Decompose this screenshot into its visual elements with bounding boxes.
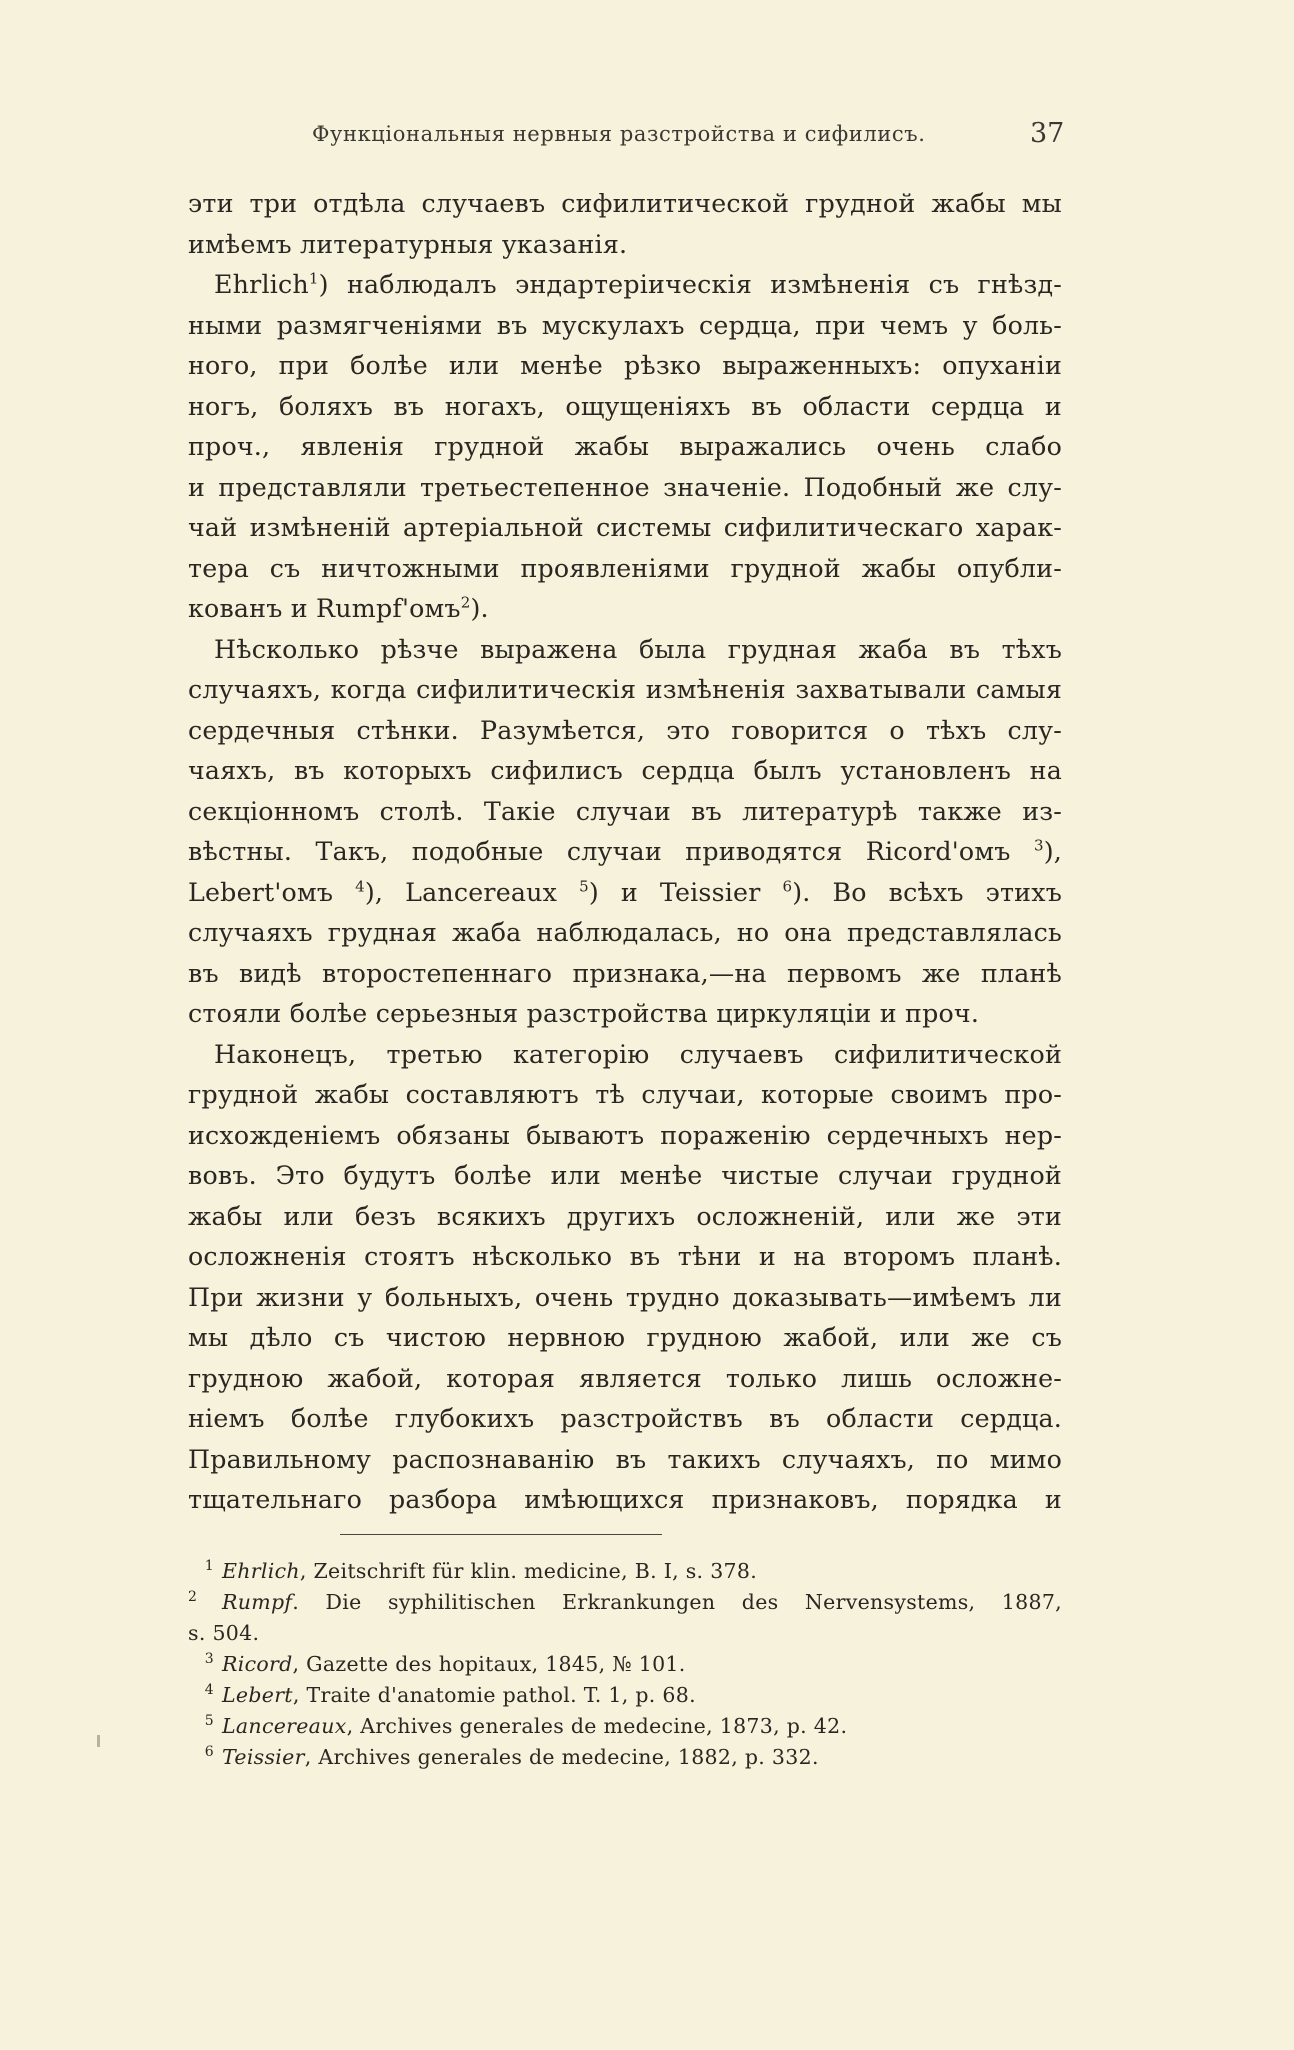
footnote-text: s. 504.: [188, 1621, 260, 1645]
line-text: ) и Teissier: [588, 877, 761, 907]
text-line: тера съ ничтожными проявленіями грудной жабы опубли-: [188, 553, 1062, 583]
text-line: въ видѣ второстепеннаго признака,—на первомъ же планѣ: [188, 958, 1062, 988]
text-line: ніемъ болѣе глубокихъ разстройствъ въ области сердца.: [188, 1404, 1062, 1433]
text-line: проч., явленія грудной жабы выражались очень слабо: [188, 432, 1062, 461]
text-line: Наконецъ, третью категорію случаевъ сифилитической: [214, 1039, 1062, 1069]
footnote-author: Lebert: [222, 1683, 293, 1707]
line-text: вѣстны. Такъ, подобные случаи приводятся Ricord'омъ: [188, 837, 1011, 866]
text-line: имѣемъ литературныя указанія.: [188, 229, 628, 259]
text-line: случаяхъ, когда сифилитическія измѣненія захватывали самыя: [188, 675, 1062, 704]
footnote-text: , Archives generales de medecine, 1873, p. 42.: [346, 1714, 848, 1738]
text-line: случаяхъ грудная жаба наблюдалась, но она представлялась: [188, 918, 1062, 947]
text-line: жабы или безъ всякихъ другихъ осложненій, или же эти: [188, 1201, 1062, 1231]
text-line: мы дѣло съ чистою нервною грудною жабой, или же съ: [188, 1323, 1062, 1352]
footnote-ref: 1: [308, 269, 319, 288]
line-text: ),: [1043, 837, 1062, 866]
text-line: [188, 589, 1062, 630]
footnote-ref: 3: [1033, 836, 1044, 855]
text-line: При жизни у больныхъ, очень трудно доказывать—имѣемъ ли: [188, 1282, 1062, 1312]
line-text: ). Во всѣхъ этихъ: [792, 877, 1062, 907]
text-line: [188, 832, 1062, 873]
footnote-text: , Zeitschrift für klin. medicine, B. I, s. 378.: [299, 1559, 758, 1583]
text-line: ными размягченіями въ мускулахъ сердца, при чемъ у боль-: [188, 310, 1062, 340]
text-line: осложненія стоятъ нѣсколько въ тѣни и на второмъ планѣ.: [188, 1242, 1062, 1271]
footnote-text: , Archives generales de medecine, 1882, p. 332.: [304, 1745, 819, 1769]
text-line: исхожденіемъ обязаны бываютъ пораженію сердечныхъ нер-: [188, 1120, 1062, 1150]
author-name: Ehrlich: [214, 270, 309, 299]
running-header: [0, 118, 1294, 156]
footnote-author: Teissier: [222, 1745, 305, 1769]
footnote: 6 Teissier, Archives generales de medecine, 1882, p. 332.: [204, 1744, 819, 1769]
footnote: 2 Rumpf. Die syphilitischen Erkrankungen des Nervensystems, 1887,: [188, 1589, 1062, 1614]
text-line: [188, 265, 1062, 306]
footnote-continuation: [188, 1618, 1062, 1649]
footnote-ref: 5: [579, 877, 589, 896]
text-line: ного, при болѣе или менѣе рѣзко выраженныхъ: опуханіи: [188, 351, 1062, 380]
footnote-ref: 2: [460, 593, 471, 612]
line-text: ).: [470, 594, 489, 623]
footnote-ref: 6: [782, 877, 793, 896]
main-text: [188, 184, 1062, 1521]
footnote-ref: 4: [355, 877, 365, 896]
footnote-author: Ricord: [222, 1652, 293, 1676]
text-line: сердечныя стѣнки. Разумѣется, это говорится о тѣхъ слу-: [188, 715, 1062, 745]
footnote-text: . Die syphilitischen Erkrankungen des Nervensystems, 1887,: [292, 1590, 1062, 1614]
text-line: ногъ, боляхъ въ ногахъ, ощущеніяхъ въ области сердца и: [188, 391, 1062, 421]
text-line: чай измѣненій артеріальной системы сифилитическаго харак-: [188, 513, 1062, 542]
footnotes: [188, 1556, 1062, 1773]
text-line: [188, 873, 1062, 914]
text-line: тщательнаго разбора имѣющихся признаковъ, порядка и: [188, 1485, 1062, 1514]
footnote: 3 Ricord, Gazette des hopitaux, 1845, № 101.: [204, 1651, 686, 1676]
footnote-divider: [340, 1534, 662, 1535]
footnote-author: Lancereaux: [222, 1714, 347, 1738]
text-line: эти три отдѣла случаевъ сифилитической грудной жабы мы: [188, 189, 1062, 218]
line-text: ), Lancereaux: [364, 877, 558, 907]
text-line: грудной жабы составляютъ тѣ случаи, которые своимъ про-: [188, 1080, 1062, 1109]
line-text: кованъ и Rumpf'омъ: [188, 594, 461, 623]
page-number: 37: [1030, 118, 1065, 149]
text-line: и представляли третьестепенное значеніе. Подобный же слу-: [188, 472, 1062, 502]
line-text: ) наблюдалъ эндартеріическія измѣненія съ гнѣзд-: [318, 270, 1062, 299]
text-line: секціонномъ столѣ. Такіе случаи въ литературѣ также из-: [188, 796, 1062, 826]
footnote: 4 Lebert, Traite d'anatomie pathol. T. 1, p. 68.: [204, 1682, 696, 1707]
footnote-author: Ehrlich: [222, 1559, 300, 1583]
margin-mark: [97, 1735, 100, 1747]
line-text: Lebert'омъ: [188, 877, 334, 907]
running-title: Функціональныя нервныя разстройства и сифилисъ.: [312, 122, 926, 146]
text-line: Правильному распознаванію въ такихъ случаяхъ, по мимо: [188, 1444, 1062, 1474]
text-line: грудною жабой, которая является только лишь осложне-: [188, 1363, 1062, 1393]
footnote-text: , Traite d'anatomie pathol. T. 1, p. 68.: [292, 1683, 696, 1707]
text-line: Нѣсколько рѣзче выражена была грудная жаба въ тѣхъ: [214, 634, 1062, 664]
text-line: вовъ. Это будутъ болѣе или менѣе чистые случаи грудной: [188, 1161, 1062, 1190]
footnote: 5 Lancereaux, Archives generales de medecine, 1873, p. 42.: [204, 1713, 848, 1738]
footnote: 1 Ehrlich, Zeitschrift für klin. medicine, B. I, s. 378.: [204, 1558, 758, 1583]
text-line: стояли болѣе серьезныя разстройства циркуляціи и проч.: [188, 999, 980, 1028]
footnote-author: Rumpf: [222, 1590, 293, 1614]
footnote-text: , Gazette des hopitaux, 1845, № 101.: [292, 1652, 686, 1676]
text-line: чаяхъ, въ которыхъ сифилисъ сердца былъ установленъ на: [188, 756, 1062, 785]
